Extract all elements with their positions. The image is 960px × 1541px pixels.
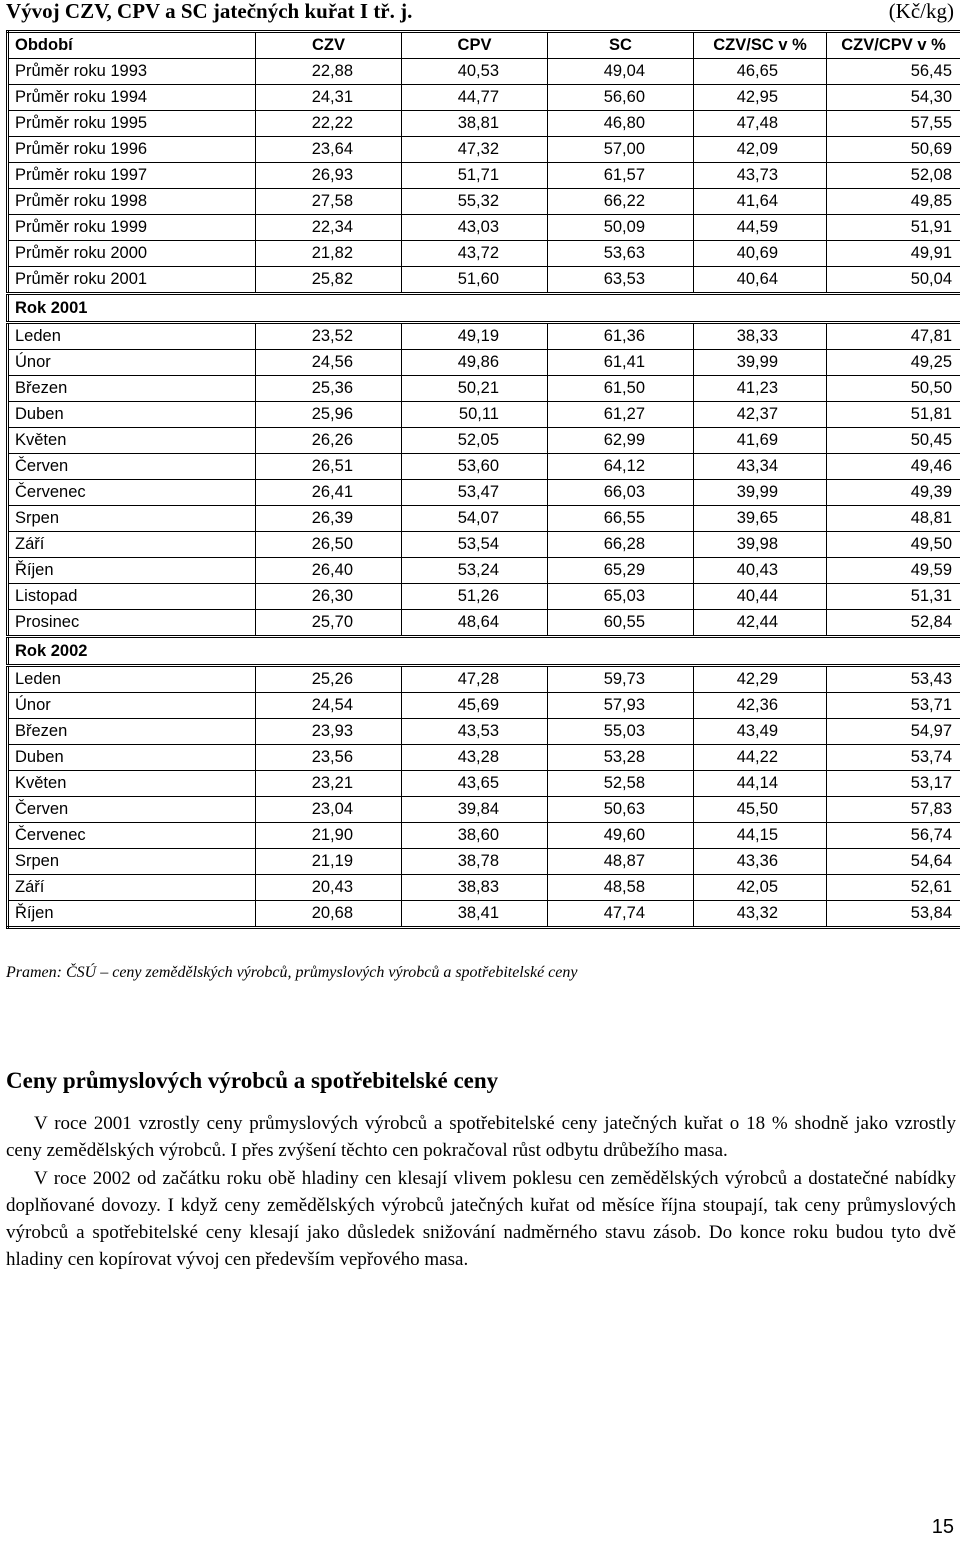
value-cell: 65,03 bbox=[548, 584, 694, 610]
value-cell: 21,90 bbox=[256, 823, 402, 849]
value-cell: 48,81 bbox=[827, 506, 960, 532]
value-cell: 22,34 bbox=[256, 215, 402, 241]
value-cell: 52,58 bbox=[548, 771, 694, 797]
header-cell-czv-sc: CZV/SC v % bbox=[694, 32, 827, 59]
value-cell: 40,69 bbox=[694, 241, 827, 267]
value-cell: 55,32 bbox=[402, 189, 548, 215]
value-cell: 49,86 bbox=[402, 350, 548, 376]
table-row bbox=[8, 111, 960, 137]
value-cell: 50,63 bbox=[548, 797, 694, 823]
period-cell: Průměr roku 1998 bbox=[8, 189, 256, 215]
value-cell: 43,53 bbox=[402, 719, 548, 745]
value-cell: 38,78 bbox=[402, 849, 548, 875]
value-cell: 38,81 bbox=[402, 111, 548, 137]
value-cell: 49,50 bbox=[827, 532, 960, 558]
value-cell: 46,65 bbox=[694, 59, 827, 85]
period-cell: Květen bbox=[8, 428, 256, 454]
value-cell: 43,28 bbox=[402, 745, 548, 771]
period-cell: Duben bbox=[8, 745, 256, 771]
table-row bbox=[8, 428, 960, 454]
value-cell: 40,43 bbox=[694, 558, 827, 584]
value-cell: 39,99 bbox=[694, 350, 827, 376]
period-cell: Březen bbox=[8, 376, 256, 402]
table-row bbox=[8, 745, 960, 771]
value-cell: 49,85 bbox=[827, 189, 960, 215]
value-cell: 53,43 bbox=[827, 666, 960, 693]
value-cell: 39,99 bbox=[694, 480, 827, 506]
period-cell: Průměr roku 2001 bbox=[8, 267, 256, 294]
value-cell: 49,39 bbox=[827, 480, 960, 506]
table-row bbox=[8, 454, 960, 480]
value-cell: 43,36 bbox=[694, 849, 827, 875]
value-cell: 53,74 bbox=[827, 745, 960, 771]
period-cell: Leden bbox=[8, 323, 256, 350]
value-cell: 43,73 bbox=[694, 163, 827, 189]
table-row bbox=[8, 376, 960, 402]
value-cell: 66,22 bbox=[548, 189, 694, 215]
value-cell: 25,26 bbox=[256, 666, 402, 693]
value-cell: 44,22 bbox=[694, 745, 827, 771]
value-cell: 55,03 bbox=[548, 719, 694, 745]
value-cell: 26,39 bbox=[256, 506, 402, 532]
table-header-row bbox=[8, 32, 960, 59]
period-cell: Průměr roku 2000 bbox=[8, 241, 256, 267]
header-cell-czv-cpv: CZV/CPV v % bbox=[827, 32, 960, 59]
table-row bbox=[8, 584, 960, 610]
value-cell: 49,19 bbox=[402, 323, 548, 350]
value-cell: 47,32 bbox=[402, 137, 548, 163]
section-label: Rok 2001 bbox=[8, 294, 960, 323]
value-cell: 26,30 bbox=[256, 584, 402, 610]
table-row bbox=[8, 59, 960, 85]
value-cell: 41,23 bbox=[694, 376, 827, 402]
value-cell: 50,11 bbox=[402, 402, 548, 428]
value-cell: 66,28 bbox=[548, 532, 694, 558]
value-cell: 49,91 bbox=[827, 241, 960, 267]
value-cell: 49,46 bbox=[827, 454, 960, 480]
header-cell-sc: SC bbox=[548, 32, 694, 59]
value-cell: 50,69 bbox=[827, 137, 960, 163]
paragraph: V roce 2002 od začátku roku obě hladiny cen klesají vlivem poklesu cen zemědělských výrobců a dostatečné nabídky doplňované dovozy. I když ceny zemědělských výrobců jatečných kuřat od měsíce října stoupají, tak ceny průmyslových výrobců a spotřebitelské ceny klesají jako důsledek snižování nadměrného stavu zásob. Do konce roku budou tyto dvě hladiny cen kopírovat vývoj cen především vepřového masa. bbox=[6, 1167, 956, 1271]
period-cell: Srpen bbox=[8, 849, 256, 875]
table-row bbox=[8, 558, 960, 584]
value-cell: 52,08 bbox=[827, 163, 960, 189]
value-cell: 61,27 bbox=[548, 402, 694, 428]
value-cell: 47,48 bbox=[694, 111, 827, 137]
page-number: 15 bbox=[931, 1516, 954, 1538]
table-row bbox=[8, 480, 960, 506]
table-row bbox=[8, 693, 960, 719]
value-cell: 42,05 bbox=[694, 875, 827, 901]
period-cell: Srpen bbox=[8, 506, 256, 532]
value-cell: 51,91 bbox=[827, 215, 960, 241]
section-label-row bbox=[8, 637, 960, 666]
header-cell-period: Období bbox=[8, 32, 256, 59]
value-cell: 43,32 bbox=[694, 901, 827, 928]
period-cell: Červenec bbox=[8, 480, 256, 506]
value-cell: 25,70 bbox=[256, 610, 402, 637]
source-note: Pramen: ČSÚ – ceny zemědělských výrobců, průmyslových výrobců a spotřebitelské ceny bbox=[6, 964, 578, 981]
period-cell: Květen bbox=[8, 771, 256, 797]
value-cell: 26,51 bbox=[256, 454, 402, 480]
table-row bbox=[8, 797, 960, 823]
value-cell: 44,14 bbox=[694, 771, 827, 797]
value-cell: 44,77 bbox=[402, 85, 548, 111]
period-cell: Leden bbox=[8, 666, 256, 693]
title-row bbox=[6, 0, 954, 26]
value-cell: 61,57 bbox=[548, 163, 694, 189]
value-cell: 38,41 bbox=[402, 901, 548, 928]
value-cell: 61,50 bbox=[548, 376, 694, 402]
value-cell: 46,80 bbox=[548, 111, 694, 137]
value-cell: 43,72 bbox=[402, 241, 548, 267]
period-cell: Duben bbox=[8, 402, 256, 428]
value-cell: 56,45 bbox=[827, 59, 960, 85]
period-cell: Červen bbox=[8, 797, 256, 823]
value-cell: 41,64 bbox=[694, 189, 827, 215]
value-cell: 24,54 bbox=[256, 693, 402, 719]
value-cell: 51,71 bbox=[402, 163, 548, 189]
value-cell: 47,28 bbox=[402, 666, 548, 693]
value-cell: 49,60 bbox=[548, 823, 694, 849]
value-cell: 50,50 bbox=[827, 376, 960, 402]
value-cell: 25,36 bbox=[256, 376, 402, 402]
value-cell: 23,56 bbox=[256, 745, 402, 771]
value-cell: 44,15 bbox=[694, 823, 827, 849]
value-cell: 26,41 bbox=[256, 480, 402, 506]
table-row bbox=[8, 323, 960, 350]
header-cell-czv: CZV bbox=[256, 32, 402, 59]
value-cell: 53,60 bbox=[402, 454, 548, 480]
value-cell: 25,96 bbox=[256, 402, 402, 428]
value-cell: 63,53 bbox=[548, 267, 694, 294]
period-cell: Listopad bbox=[8, 584, 256, 610]
value-cell: 25,82 bbox=[256, 267, 402, 294]
table-row bbox=[8, 241, 960, 267]
value-cell: 48,87 bbox=[548, 849, 694, 875]
header-cell-cpv: CPV bbox=[402, 32, 548, 59]
value-cell: 53,71 bbox=[827, 693, 960, 719]
table-row bbox=[8, 85, 960, 111]
value-cell: 45,50 bbox=[694, 797, 827, 823]
value-cell: 54,30 bbox=[827, 85, 960, 111]
value-cell: 65,29 bbox=[548, 558, 694, 584]
value-cell: 43,03 bbox=[402, 215, 548, 241]
value-cell: 51,31 bbox=[827, 584, 960, 610]
table-row bbox=[8, 823, 960, 849]
section-label-row bbox=[8, 294, 960, 323]
value-cell: 23,93 bbox=[256, 719, 402, 745]
value-cell: 52,05 bbox=[402, 428, 548, 454]
period-cell: Únor bbox=[8, 350, 256, 376]
table-row bbox=[8, 163, 960, 189]
table-row bbox=[8, 189, 960, 215]
value-cell: 47,74 bbox=[548, 901, 694, 928]
value-cell: 54,97 bbox=[827, 719, 960, 745]
value-cell: 59,73 bbox=[548, 666, 694, 693]
value-cell: 48,64 bbox=[402, 610, 548, 637]
value-cell: 53,54 bbox=[402, 532, 548, 558]
table-body bbox=[8, 59, 960, 928]
table-row bbox=[8, 771, 960, 797]
period-cell: Červen bbox=[8, 454, 256, 480]
value-cell: 61,41 bbox=[548, 350, 694, 376]
value-cell: 62,99 bbox=[548, 428, 694, 454]
value-cell: 26,93 bbox=[256, 163, 402, 189]
value-cell: 20,68 bbox=[256, 901, 402, 928]
table-row bbox=[8, 267, 960, 294]
value-cell: 43,65 bbox=[402, 771, 548, 797]
value-cell: 49,25 bbox=[827, 350, 960, 376]
unit-label: (Kč/kg) bbox=[888, 0, 954, 23]
value-cell: 42,95 bbox=[694, 85, 827, 111]
period-cell: Září bbox=[8, 532, 256, 558]
value-cell: 45,69 bbox=[402, 693, 548, 719]
value-cell: 43,34 bbox=[694, 454, 827, 480]
value-cell: 39,98 bbox=[694, 532, 827, 558]
value-cell: 41,69 bbox=[694, 428, 827, 454]
value-cell: 51,81 bbox=[827, 402, 960, 428]
value-cell: 43,49 bbox=[694, 719, 827, 745]
table-row bbox=[8, 532, 960, 558]
period-cell: Říjen bbox=[8, 901, 256, 928]
value-cell: 50,45 bbox=[827, 428, 960, 454]
value-cell: 24,56 bbox=[256, 350, 402, 376]
value-cell: 23,52 bbox=[256, 323, 402, 350]
value-cell: 20,43 bbox=[256, 875, 402, 901]
value-cell: 66,03 bbox=[548, 480, 694, 506]
value-cell: 50,09 bbox=[548, 215, 694, 241]
value-cell: 57,93 bbox=[548, 693, 694, 719]
period-cell: Průměr roku 1997 bbox=[8, 163, 256, 189]
table-row bbox=[8, 350, 960, 376]
value-cell: 49,04 bbox=[548, 59, 694, 85]
value-cell: 49,59 bbox=[827, 558, 960, 584]
value-cell: 57,83 bbox=[827, 797, 960, 823]
value-cell: 24,31 bbox=[256, 85, 402, 111]
section-heading: Ceny průmyslových výrobců a spotřebitelské ceny bbox=[6, 1068, 499, 1093]
value-cell: 44,59 bbox=[694, 215, 827, 241]
period-cell: Říjen bbox=[8, 558, 256, 584]
value-cell: 40,53 bbox=[402, 59, 548, 85]
value-cell: 57,55 bbox=[827, 111, 960, 137]
table-row bbox=[8, 506, 960, 532]
value-cell: 26,40 bbox=[256, 558, 402, 584]
value-cell: 56,74 bbox=[827, 823, 960, 849]
value-cell: 42,44 bbox=[694, 610, 827, 637]
value-cell: 51,26 bbox=[402, 584, 548, 610]
value-cell: 66,55 bbox=[548, 506, 694, 532]
period-cell: Průměr roku 1994 bbox=[8, 85, 256, 111]
value-cell: 21,82 bbox=[256, 241, 402, 267]
value-cell: 42,29 bbox=[694, 666, 827, 693]
value-cell: 23,04 bbox=[256, 797, 402, 823]
value-cell: 40,44 bbox=[694, 584, 827, 610]
value-cell: 42,36 bbox=[694, 693, 827, 719]
price-table bbox=[6, 30, 960, 929]
value-cell: 21,19 bbox=[256, 849, 402, 875]
period-cell: Průměr roku 1995 bbox=[8, 111, 256, 137]
period-cell: Červenec bbox=[8, 823, 256, 849]
table-row bbox=[8, 719, 960, 745]
value-cell: 38,33 bbox=[694, 323, 827, 350]
value-cell: 22,88 bbox=[256, 59, 402, 85]
value-cell: 52,61 bbox=[827, 875, 960, 901]
value-cell: 53,63 bbox=[548, 241, 694, 267]
value-cell: 22,22 bbox=[256, 111, 402, 137]
period-cell: Průměr roku 1996 bbox=[8, 137, 256, 163]
section-label: Rok 2002 bbox=[8, 637, 960, 666]
value-cell: 53,47 bbox=[402, 480, 548, 506]
period-cell: Březen bbox=[8, 719, 256, 745]
period-cell: Únor bbox=[8, 693, 256, 719]
value-cell: 60,55 bbox=[548, 610, 694, 637]
table-row bbox=[8, 901, 960, 928]
value-cell: 27,58 bbox=[256, 189, 402, 215]
value-cell: 23,64 bbox=[256, 137, 402, 163]
period-cell: Prosinec bbox=[8, 610, 256, 637]
value-cell: 61,36 bbox=[548, 323, 694, 350]
body-text bbox=[6, 1110, 956, 1274]
value-cell: 53,24 bbox=[402, 558, 548, 584]
period-cell: Průměr roku 1999 bbox=[8, 215, 256, 241]
table-row bbox=[8, 137, 960, 163]
value-cell: 53,17 bbox=[827, 771, 960, 797]
value-cell: 39,65 bbox=[694, 506, 827, 532]
table-row bbox=[8, 215, 960, 241]
table-row bbox=[8, 402, 960, 428]
value-cell: 47,81 bbox=[827, 323, 960, 350]
value-cell: 56,60 bbox=[548, 85, 694, 111]
table-row bbox=[8, 610, 960, 637]
value-cell: 52,84 bbox=[827, 610, 960, 637]
period-cell: Průměr roku 1993 bbox=[8, 59, 256, 85]
value-cell: 38,60 bbox=[402, 823, 548, 849]
value-cell: 64,12 bbox=[548, 454, 694, 480]
value-cell: 50,21 bbox=[402, 376, 548, 402]
paragraph: V roce 2001 vzrostly ceny průmyslových výrobců a spotřebitelské ceny jatečných kuřat o 18 % shodně jako vzrostly ceny zemědělských výrobců. I přes zvýšení těchto cen pokračoval růst odbytu drůbežího masa. bbox=[6, 1113, 956, 1162]
value-cell: 50,04 bbox=[827, 267, 960, 294]
value-cell: 39,84 bbox=[402, 797, 548, 823]
value-cell: 51,60 bbox=[402, 267, 548, 294]
value-cell: 42,37 bbox=[694, 402, 827, 428]
value-cell: 48,58 bbox=[548, 875, 694, 901]
value-cell: 38,83 bbox=[402, 875, 548, 901]
table-row bbox=[8, 875, 960, 901]
value-cell: 26,50 bbox=[256, 532, 402, 558]
page-title: Vývoj CZV, CPV a SC jatečných kuřat I tř. j. bbox=[6, 0, 413, 23]
value-cell: 42,09 bbox=[694, 137, 827, 163]
value-cell: 26,26 bbox=[256, 428, 402, 454]
table-row bbox=[8, 849, 960, 875]
value-cell: 54,64 bbox=[827, 849, 960, 875]
period-cell: Září bbox=[8, 875, 256, 901]
value-cell: 40,64 bbox=[694, 267, 827, 294]
value-cell: 57,00 bbox=[548, 137, 694, 163]
value-cell: 53,28 bbox=[548, 745, 694, 771]
value-cell: 53,84 bbox=[827, 901, 960, 928]
value-cell: 54,07 bbox=[402, 506, 548, 532]
value-cell: 23,21 bbox=[256, 771, 402, 797]
table-row bbox=[8, 666, 960, 693]
